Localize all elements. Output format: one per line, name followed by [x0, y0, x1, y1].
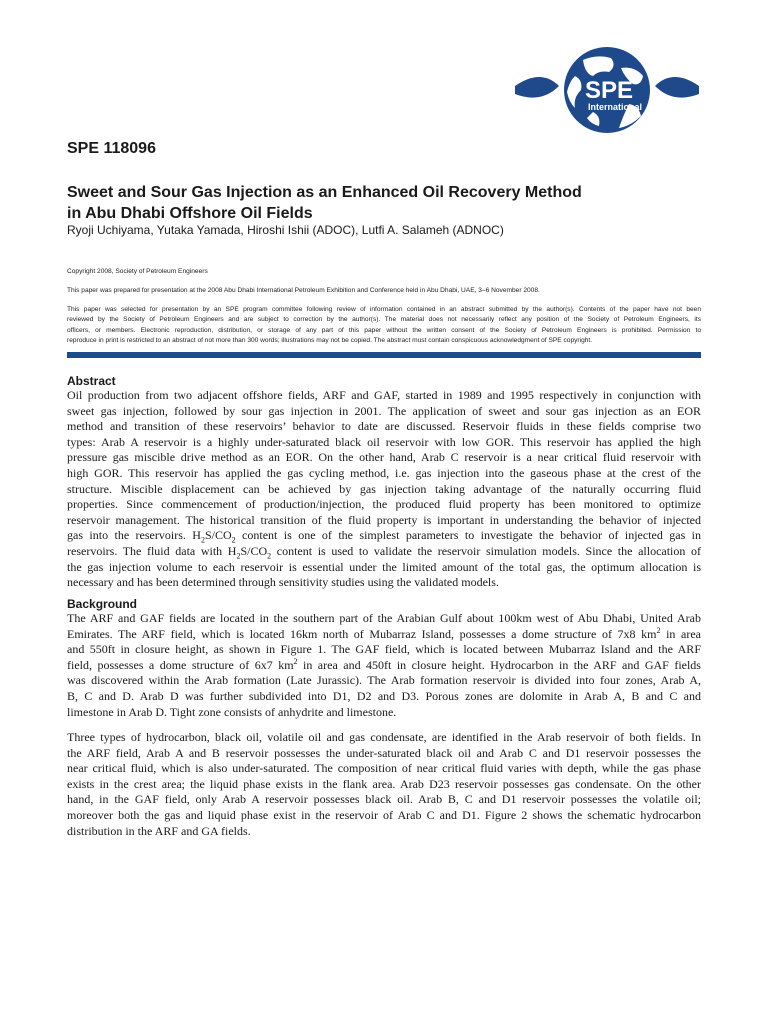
logo-main-text: SPE — [584, 77, 634, 104]
abstract-heading: Abstract — [67, 374, 116, 388]
selection-line: reproduce in print is restricted to an abstract of not more than 300 words; illustrations may not be copied. The abstract must contain conspicuous acknowledgment of SPE copyright. — [67, 337, 593, 345]
selection-notice — [67, 305, 701, 347]
abstract-line: reservoir management. The historical transition of the fluid property is important in understanding the behavior of injected — [67, 512, 701, 527]
background-line: The ARF and GAF fields are located in the southern part of the Arabian Gulf about 100km west of Abu Dhabi, United Arab — [67, 611, 701, 625]
logo-sub-text: International — [587, 102, 643, 112]
background-heading: Background — [67, 597, 138, 611]
abstract-line: pressure gas miscible drive method as an EOR. On the other hand, Arab C reservoir is a near critical fluid reservoir with — [67, 450, 701, 465]
abstract-line: reservoirs. The fluid data with $H_2S/CO_2$ content is used to validate the reservoir simulation models. Since the allocation of — [67, 543, 702, 561]
background-line: was discovered within the Arab formation (Late Jurassic). The Arab formation reservoir is divided into four zones, Arab A, — [67, 673, 701, 688]
background-line: Three types of hydrocarbon, black oil, volatile oil and gas condensate, are identified in the Arab reservoir of both fields. In — [67, 730, 701, 744]
abstract-line: necessary and has been determined through sensitivity studies using the validated models. — [67, 575, 499, 590]
background-line: B, C and D. Arab D was further subdivided into D1, D2 and D3. Porous zones are dolomite in Arab A, B and C and — [67, 688, 701, 703]
prepared-line: This paper was prepared for presentation at the 2008 Abu Dhabi International Petroleum Exhibition and Conference held in Abu Dhabi, UAE, 3–6 November 2008. — [67, 287, 540, 294]
background-line: field, possesses a dome structure of 6x7 $km^2$ in area and 450ft in closure height. Hydrocarbon in the ARF and GAF fields — [67, 656, 701, 672]
paper-number: SPE 118096 — [67, 140, 156, 157]
abstract-line: Oil production from two adjacent offshore fields, ARF and GAF, started in 1989 and 1995 respectively in conjunction with — [67, 388, 701, 402]
background-line: hand, in the GAF field, only Arab A reservoir possesses black oil. Arab B, C and D1 reservoir possesses the volatile oil; — [67, 792, 701, 807]
background-line: the ARF field, Arab A and B reservoir possesses the under-saturated black oil and Arab C and D1 reservoir possesses the — [67, 745, 701, 760]
selection-line: officers, or members. Electronic reproduction, distribution, or storage of any part of this paper without the written consent of the Society of Petroleum Engineers is prohibited. Permission to — [67, 326, 701, 334]
prepared-notice — [67, 286, 701, 296]
selection-line: This paper was selected for presentation by an SPE program committee following review of information contained in an abstract submitted by the author(s). Contents of the paper have not been — [67, 306, 701, 313]
background-paragraph-1 — [67, 611, 701, 720]
abstract-line: structure. Miscible displacement can be achieved by gas injection taking advantage of the naturally occurring fluid — [67, 481, 701, 496]
background-line: and 550ft in closure height, as shown in Figure 1. The GAF field, which is located between Mubarraz Island and the ARF — [67, 642, 701, 657]
abstract-line: the gas injection volume to each reservoir is essential under the limited amount of the total gas, the optimum allocation is — [67, 559, 701, 574]
background-line: distribution in the ARF and GA fields. — [67, 823, 251, 838]
title-line: in Abu Dhabi Offshore Oil Fields — [67, 205, 313, 222]
globe-icon — [513, 46, 701, 134]
background-line: near critical fluid, which is also under-saturated. The composition of near critical fluid varies with depth, while the gas phase — [67, 761, 701, 776]
background-paragraph-2 — [67, 730, 701, 839]
background-line: moreover both the gas and liquid phase exist in the reservoir of Arab C and D1. Figure 2 shows the schematic hydrocarbon — [67, 807, 701, 822]
abstract-body — [67, 388, 701, 591]
abstract-line: properties. Since commencement of production/injection, the produced fluid property has been monitored to optimize — [67, 497, 701, 512]
copyright-notice — [67, 267, 701, 277]
abstract-line: sweet gas injection, followed by sour gas injection in 2001. The application of sweet and sour gas injection as an EOR — [67, 403, 701, 418]
abstract-line: method and transition of these reservoirs’ behavior to date are discussed. Reservoir fluids in these fields comprise two — [67, 419, 701, 434]
authors: Ryoji Uchiyama, Yutaka Yamada, Hiroshi Ishii (ADOC), Lutfi A. Salameh (ADNOC) — [67, 223, 504, 237]
abstract-line: gas into the reservoirs. $H_2S/CO_2$ content is one of the simplest parameters to investigate the behavior of injected gas in — [67, 528, 701, 545]
background-line: exists in the crest area; the liquid phase exists in the flank area. Arab D23 reservoir possesses gas condensate. On the other — [67, 776, 701, 791]
abstract-line: types: Arab A reservoir is a highly under-saturated black oil reservoir with low GOR. This reservoir has applied the high — [67, 434, 701, 449]
selection-line: reviewed by the Society of Petroleum Engineers and are subject to correction by the author(s). The material does not necessarily reflect any position of the Society of Petroleum Engineers, its — [67, 316, 701, 324]
background-line: Emirates. The ARF field, which is located 16km north of Mubarraz Island, possesses a dome structure of 7x8 $km^2$ in area — [67, 625, 701, 641]
copyright-line: Copyright 2008, Society of Petroleum Engineers — [67, 268, 208, 275]
abstract-line: high GOR. This reservoir has applied the gas cycling method, i.e. gas injection into the gaseous phase at the crest of the — [67, 465, 701, 480]
title-line: Sweet and Sour Gas Injection as an Enhanced Oil Recovery Method — [67, 184, 582, 201]
section-divider — [67, 352, 701, 358]
spe-logo — [513, 46, 701, 134]
background-line: limestone in Arab D. Tight zone consists of anhydrite and limestone. — [67, 704, 397, 719]
paper-title — [67, 182, 707, 224]
